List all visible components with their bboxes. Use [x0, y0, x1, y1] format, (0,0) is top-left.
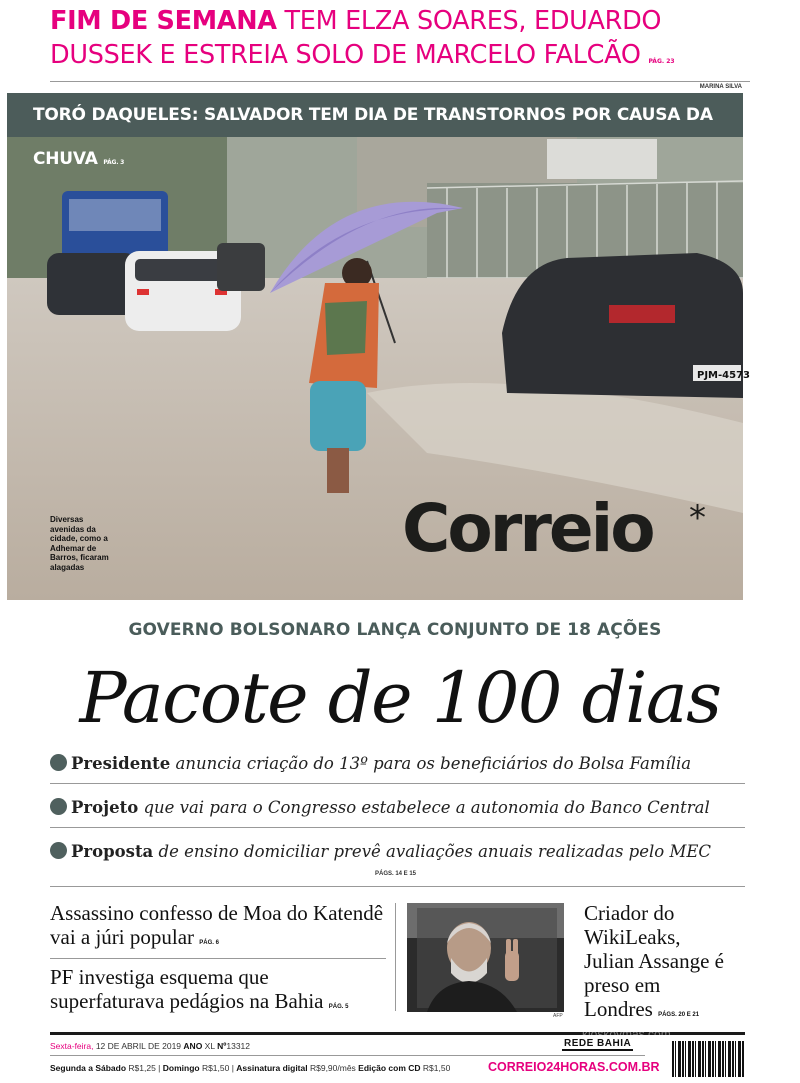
footer-issue-info	[50, 1041, 250, 1051]
bullets-pages: PÁGS. 14 E 15	[375, 871, 417, 877]
thumb-credit: AFP	[553, 1013, 563, 1019]
bullet-text: de ensino domiciliar prevê avaliações anuais realizadas pelo MEC	[153, 842, 712, 861]
top-headline-text: TEM ELZA SOARES, EDUARDO DUSSEK E ESTREIA SOLO DE MARCELO FALCÃO	[50, 6, 662, 70]
story-pf[interactable]	[50, 965, 386, 1019]
price-weekday: R$1,25 |	[126, 1063, 163, 1073]
story-pf-page: PÁG. 5	[328, 1004, 349, 1010]
star-icon: *	[689, 498, 706, 538]
price-sunday-label: Domingo	[162, 1063, 200, 1073]
banner-page: PÁG. 3	[103, 159, 125, 166]
footer-date: 12 DE ABRIL DE 2019	[93, 1041, 182, 1051]
main-kicker: GOVERNO BOLSONARO LANÇA CONJUNTO DE 18 AÇÕES	[128, 620, 662, 640]
footer-number: 13312	[226, 1041, 251, 1051]
story-moa-text: Assassino confesso de Moa do Katendê vai a júri popular	[50, 901, 384, 949]
car-plate: PJM-4573	[697, 370, 750, 381]
digital-label: Assinatura digital	[236, 1063, 308, 1073]
bullet-dot-icon	[50, 798, 67, 815]
bullet-text: anuncia criação do 13º para os beneficiários do Bolsa Família	[170, 754, 692, 773]
divider	[50, 827, 745, 828]
assange-photo[interactable]	[407, 903, 564, 1012]
bullet-item[interactable]	[50, 839, 745, 865]
masthead-logo[interactable]: Correio	[402, 490, 653, 567]
story-pf-text: PF investiga esquema que superfaturava pedágios na Bahia	[50, 965, 324, 1013]
network-logo[interactable]: REDE BAHIA	[564, 1038, 632, 1049]
story-moa[interactable]	[50, 901, 386, 955]
story-assange[interactable]	[584, 901, 724, 1027]
price-weekday-label: Segunda a Sábado	[50, 1063, 127, 1073]
barcode	[672, 1041, 744, 1077]
top-headline[interactable]	[50, 4, 700, 79]
price-sunday: R$1,50 |	[199, 1063, 237, 1073]
photo-caption: Diversas avenidas da cidade, como a Adhemar de Barros, ficaram alagadas	[50, 515, 109, 572]
footer-number-label: Nº	[217, 1041, 227, 1051]
story-assange-page: PÁGS. 20 E 21	[658, 1012, 700, 1018]
story-moa-page: PÁG. 6	[199, 940, 219, 946]
photo-banner[interactable]	[7, 93, 743, 169]
digital-price: R$9,90/mês	[307, 1063, 359, 1073]
footer-prices	[50, 1063, 450, 1073]
top-headline-page: PÁG. 23	[648, 58, 675, 65]
website-link[interactable]: CORREIO24HORAS.COM.BR	[488, 1060, 660, 1074]
assange-photo-illustration	[407, 903, 564, 1012]
divider	[50, 886, 745, 887]
bullet-dot-icon	[50, 754, 67, 771]
bullet-dot-icon	[50, 842, 67, 859]
bullet-bold: Projeto	[71, 798, 139, 817]
cd-label: Edição com CD	[358, 1063, 421, 1073]
footer-year: XL	[202, 1041, 218, 1051]
top-headline-highlight: FIM DE SEMANA	[50, 6, 277, 36]
watermark: kioskoymas.com	[582, 1027, 671, 1041]
divider	[50, 1055, 645, 1056]
bullet-text: que vai para o Congresso estabelece a autonomia do Banco Central	[138, 798, 710, 817]
bullet-bold: Proposta	[71, 842, 154, 861]
bullet-bold: Presidente	[71, 754, 171, 773]
main-headline[interactable]: Pacote de 100 dias	[79, 657, 721, 739]
divider	[50, 958, 386, 959]
divider	[50, 81, 750, 82]
footer-weekday: Sexta-feira,	[50, 1041, 94, 1051]
photo-credit: MARINA SILVA	[699, 84, 742, 90]
cd-price: R$1,50	[420, 1063, 451, 1073]
divider	[50, 783, 745, 784]
footer-year-label: ANO	[183, 1041, 203, 1051]
divider	[395, 903, 396, 1011]
banner-text: TORÓ DAQUELES: SALVADOR TEM DIA DE TRANSTORNOS POR CAUSA DA CHUVA	[33, 105, 713, 169]
bullet-item[interactable]	[50, 751, 745, 777]
story-assange-text: Criador do WikiLeaks, Julian Assange é preso em Londres	[584, 901, 724, 1021]
bullet-item[interactable]	[50, 795, 745, 821]
